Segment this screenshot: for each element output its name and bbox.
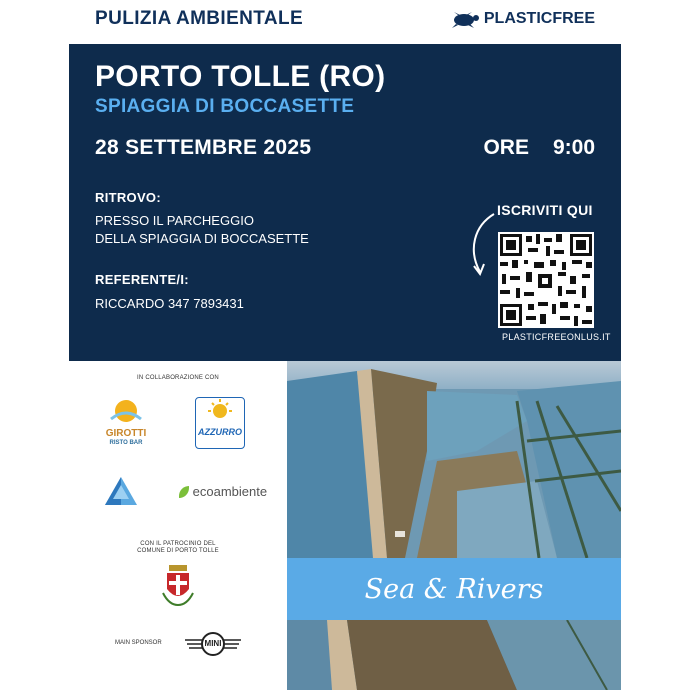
event-beach: SPIAGGIA DI BOCCASETTE — [95, 96, 355, 117]
header-title: PULIZIA AMBIENTALE — [95, 8, 304, 29]
collab-label: IN COLLABORAZIONE CON — [137, 375, 219, 381]
signup-url[interactable]: PLASTICFREEONLUS.IT — [502, 332, 611, 342]
aerial-photo — [287, 361, 621, 690]
brand-name: PLASTICFREE — [483, 10, 595, 27]
azzurro-logo — [195, 397, 245, 449]
mini-name: MINI — [204, 639, 222, 648]
ecoambiente-name: ecoambiente — [192, 484, 268, 499]
mini-logo — [183, 631, 243, 657]
sponsors-panel — [69, 361, 287, 690]
coat-of-arms-icon — [161, 563, 195, 607]
header-bar — [69, 0, 621, 44]
azzurro-name: AZZURRO — [198, 427, 242, 437]
time-value: 9:00 — [552, 136, 595, 159]
signup-label: ISCRIVITI QUI — [497, 202, 593, 218]
main-sponsor-label: MAIN SPONSOR — [115, 640, 162, 646]
event-time — [483, 136, 595, 160]
sea-rivers-banner — [287, 558, 621, 620]
meeting-line2: DELLA SPIAGGIA DI BOCCASETTE — [95, 231, 309, 246]
sun-icon — [101, 395, 151, 423]
patronage-line2: COMUNE DI PORTO TOLLE — [137, 548, 219, 554]
qr-code[interactable] — [498, 232, 594, 328]
pyramid-logo — [101, 473, 141, 513]
event-card — [69, 0, 621, 690]
ecoambiente-logo — [179, 484, 267, 499]
turtle-icon — [450, 9, 480, 29]
contact-label: REFERENTE/I: — [95, 272, 189, 287]
meeting-label: RITROVO: — [95, 190, 161, 205]
girotti-logo — [101, 395, 151, 447]
meeting-line1: PRESSO IL PARCHEGGIO — [95, 213, 254, 228]
event-date: 28 SETTEMBRE 2025 — [95, 136, 312, 159]
girotti-subtitle: RISTO BAR — [109, 440, 143, 446]
patronage-line1: CON IL PATROCINIO DEL — [140, 541, 216, 547]
lagoon-aerial-image — [287, 361, 621, 690]
girotti-name: GIROTTI — [105, 428, 147, 439]
sea-rivers-title: Sea & Rivers — [364, 573, 544, 605]
plasticfree-logo — [450, 9, 595, 29]
event-city: PORTO TOLLE (RO) — [95, 60, 386, 93]
leaf-icon — [179, 486, 189, 498]
sun-icon — [196, 398, 244, 422]
contact-value: RICCARDO 347 7893431 — [95, 296, 244, 311]
time-label: ORE — [483, 136, 529, 159]
curved-arrow-icon — [466, 210, 500, 280]
